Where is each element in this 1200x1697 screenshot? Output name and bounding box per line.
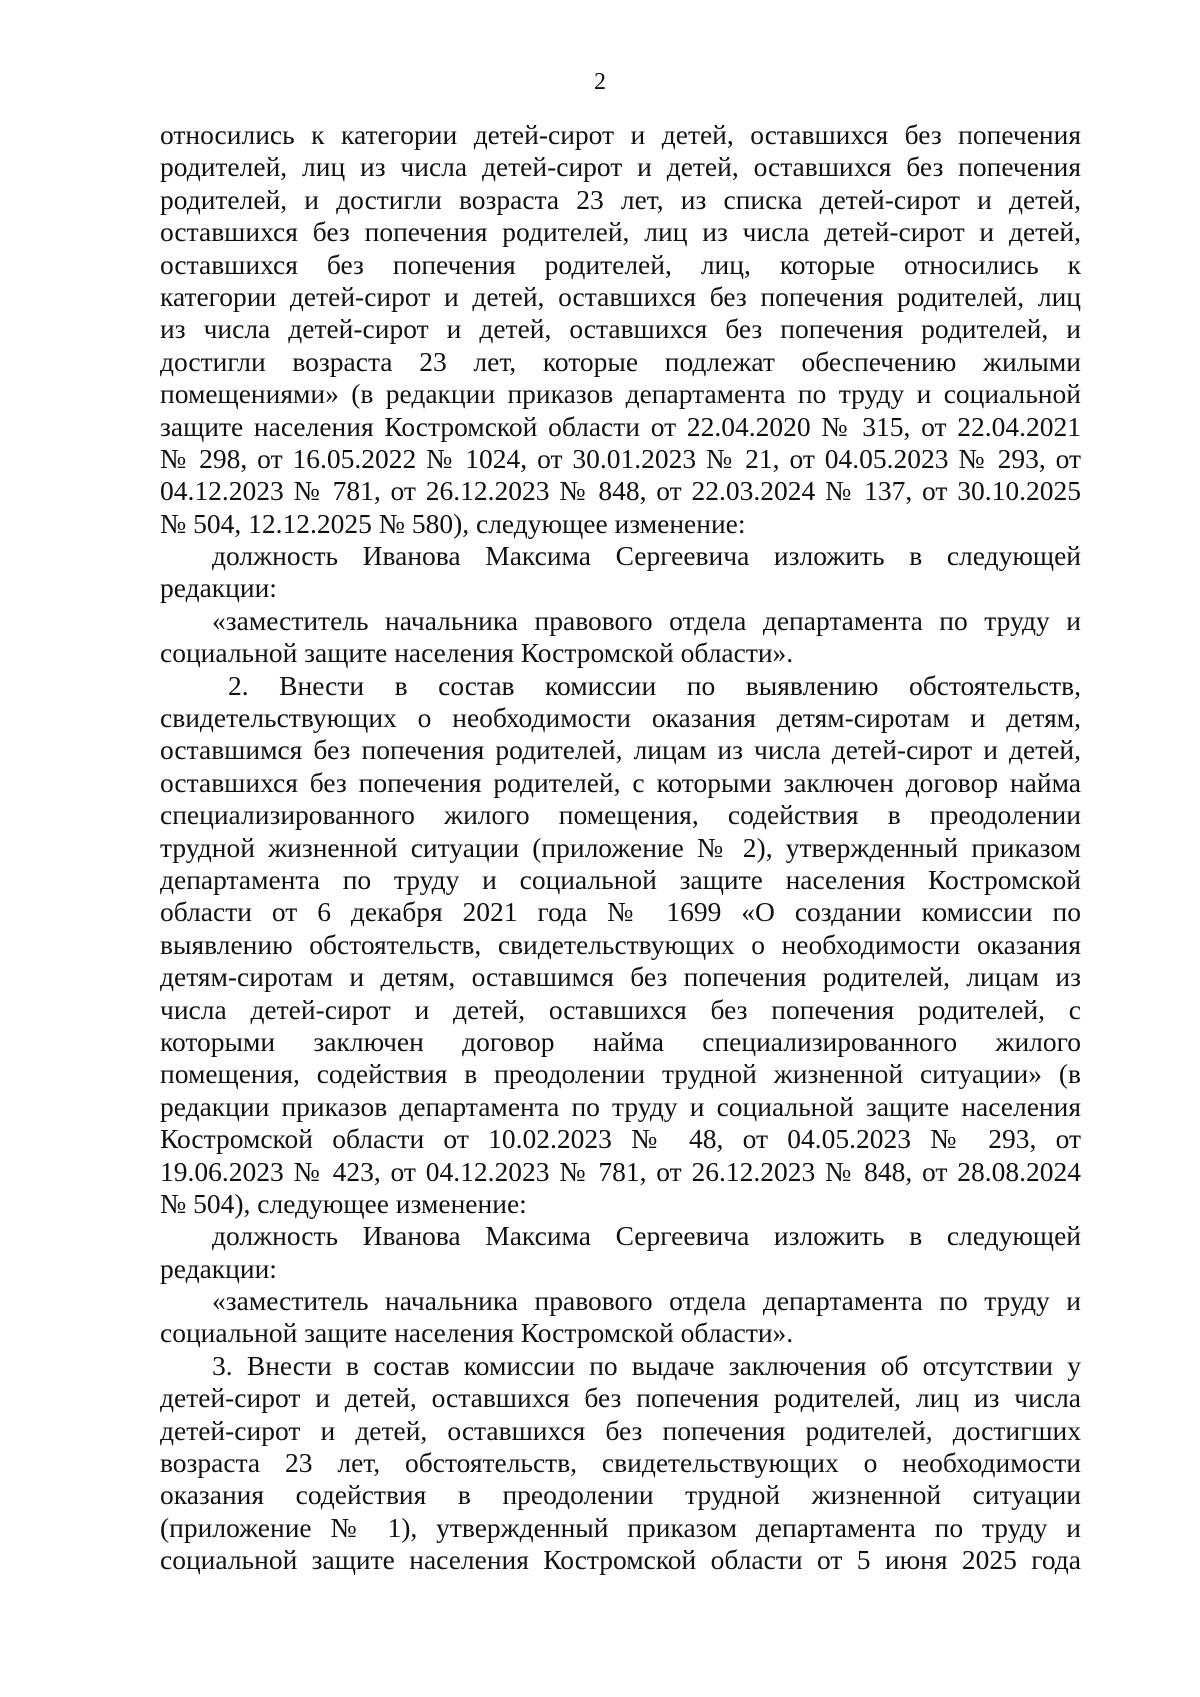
text-line: родителей, лиц из числа детей-сирот и детей, оставшихся без попечения	[160, 151, 1081, 183]
text-line: редакции:	[160, 1252, 277, 1284]
text-line: специализированного жилого помещения, содействия в преодолении	[160, 799, 1081, 831]
text-line: Костромской области от 10.02.2023 № 48, от 04.05.2023 № 293, от	[160, 1123, 1081, 1155]
text-line: числа детей-сирот и детей, оставшихся без попечения родителей, с	[160, 993, 1081, 1025]
text-line: выявлению обстоятельств, свидетельствующих о необходимости оказания	[160, 928, 1081, 960]
text-line: социальной защите населения Костромской области».	[160, 637, 794, 669]
text-line: оставшимся без попечения родителей, лицам из числа детей-сирот и детей,	[160, 734, 1081, 766]
text-line: оставшихся без попечения родителей, лиц из числа детей-сирот и детей,	[160, 216, 1081, 248]
text-line: оставшихся без попечения родителей, лиц, которые относились к	[160, 248, 1081, 280]
text-line: департамента по труду и социальной защите населения Костромской	[160, 863, 1081, 895]
text-line: детей-сирот и детей, оставшихся без попечения родителей, лиц из числа	[160, 1382, 1081, 1414]
text-line: из числа детей-сирот и детей, оставшихся без попечения родителей, и	[160, 313, 1081, 345]
text-line: «заместитель начальника правового отдела департамента по труду и	[212, 1285, 1081, 1317]
text-line: редакции:	[160, 572, 277, 604]
text-line: «заместитель начальника правового отдела департамента по труду и	[212, 604, 1081, 636]
text-line: № 504, 12.12.2025 № 580), следующее изменение:	[160, 507, 746, 539]
text-line: (приложение № 1), утвержденный приказом департамента по труду и	[160, 1511, 1081, 1543]
text-line: № 504), следующее изменение:	[160, 1187, 527, 1219]
text-line: 3. Внести в состав комиссии по выдаче заключения об отсутствии у	[212, 1349, 1081, 1381]
text-line: социальной защите населения Костромской области».	[160, 1317, 794, 1349]
text-line: 19.06.2023 № 423, от 04.12.2023 № 781, от 26.12.2023 № 848, от 28.08.2024	[160, 1155, 1081, 1187]
text-line: свидетельствующих о необходимости оказания детям-сиротам и детям,	[160, 702, 1081, 734]
text-line: должность Иванова Максима Сергеевича изложить в следующей	[212, 1220, 1081, 1252]
document-body	[160, 119, 1081, 1577]
text-line: достигли возраста 23 лет, которые подлежат обеспечению жилыми	[160, 345, 1081, 377]
text-line: оставшихся без попечения родителей, с которыми заключен договор найма	[160, 766, 1081, 798]
text-line: области от 6 декабря 2021 года № 1699 «О создании комиссии по	[160, 896, 1081, 928]
text-line: защите населения Костромской области от 22.04.2020 № 315, от 22.04.2021	[160, 410, 1081, 442]
text-line: трудной жизненной ситуации (приложение № 2), утвержденный приказом	[160, 831, 1081, 863]
text-line: социальной защите населения Костромской области от 5 июня 2025 года	[160, 1544, 1081, 1576]
text-line: которыми заключен договор найма специализированного жилого	[160, 1025, 1081, 1057]
text-line: категории детей-сирот и детей, оставшихся без попечения родителей, лиц	[160, 280, 1081, 312]
text-line: родителей, и достигли возраста 23 лет, из списка детей-сирот и детей,	[160, 183, 1081, 215]
text-line: детей-сирот и детей, оставшихся без попечения родителей, достигших	[160, 1414, 1081, 1446]
text-line: возраста 23 лет, обстоятельств, свидетельствующих о необходимости	[160, 1447, 1081, 1479]
text-line: оказания содействия в преодолении трудной жизненной ситуации	[160, 1479, 1081, 1511]
text-line: относились к категории детей-сирот и детей, оставшихся без попечения	[160, 119, 1081, 150]
text-line: должность Иванова Максима Сергеевича изложить в следующей	[212, 540, 1081, 572]
text-line: помещения, содействия в преодолении трудной жизненной ситуации» (в	[160, 1058, 1081, 1090]
text-line: 2. Внести в состав комиссии по выявлению обстоятельств,	[228, 669, 1081, 701]
text-line: помещениями» (в редакции приказов департамента по труду и социальной	[160, 378, 1081, 410]
text-line: редакции приказов департамента по труду и социальной защите населения	[160, 1090, 1081, 1122]
page-number: 2	[594, 69, 606, 95]
text-line: 04.12.2023 № 781, от 26.12.2023 № 848, от 22.03.2024 № 137, от 30.10.2025	[160, 475, 1081, 507]
text-line: детям-сиротам и детям, оставшимся без попечения родителей, лицам из	[160, 961, 1081, 993]
text-line: № 298, от 16.05.2022 № 1024, от 30.01.2023 № 21, от 04.05.2023 № 293, от	[160, 442, 1081, 474]
